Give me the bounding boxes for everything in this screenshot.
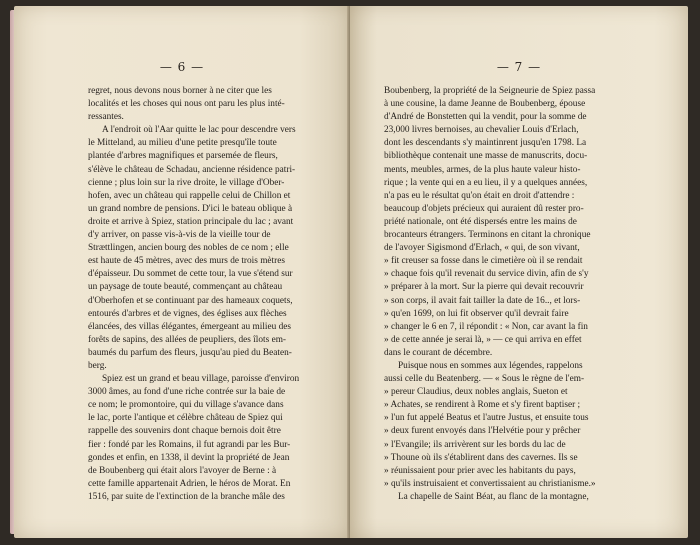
text-line: aussi celle du Beatenberg. — « Sous le règne de l'em-: [384, 374, 585, 385]
text-line: Strættlingen, ancien bourg des nobles de ce nom ; elle: [88, 243, 289, 254]
text-line: dont les descendants s'y maintinrent jusqu'en 1798. La: [384, 138, 587, 149]
text-line: » l'Evangile; ils arrivèrent sur les bords du lac de: [384, 439, 566, 450]
text-line: rique ; la vente qui en a eu lieu, il y a quelques années,: [384, 177, 588, 188]
text-line: » fit creuser sa fosse dans le cimetière où il se rendait: [384, 256, 583, 267]
text-line: 3000 âmes, au fond d'une riche contrée sur la baie de: [88, 387, 286, 398]
text-line: élancées, des villas élégantes, émergeant au milieu des: [88, 321, 291, 332]
right-page: [350, 6, 688, 538]
text-line: » l'un fut appelé Beatus et l'autre Justus, et ensuite tous: [384, 413, 589, 424]
text-line: cienne ; plus loin sur la rive droite, le village d'Ober-: [88, 177, 285, 188]
body-text: [88, 85, 336, 504]
text-line: de Boubenberg qui était alors l'avoyer de Berne : à: [88, 465, 277, 476]
text-line: d'André de Bonstetten qui la vendit, pour la somme de: [384, 112, 587, 123]
text-line: le lac, porte l'antique et célèbre château de Spiez qui: [88, 413, 283, 424]
text-line: le Mitteland, au milieu d'une petite presqu'île toute: [88, 138, 277, 149]
text-line: brocanteurs étrangers. Terminons en citant la chronique: [384, 230, 591, 241]
text-line: à une cousine, la dame Jeanne de Boubenberg, épouse: [384, 99, 586, 110]
text-line: est haute de 45 mètres, avec des murs de trois mètres: [88, 256, 285, 267]
text-line: ments, meubles, armes, de la plus haute valeur histo-: [384, 164, 581, 175]
text-line: de l'avoyer Sigismond d'Erlach, « qui, de son vivant,: [384, 243, 580, 254]
text-line: » changer le 6 en 7, il répondit : « Non, car avant la fin: [384, 321, 588, 332]
text-line: berg.: [88, 360, 107, 371]
text-line: » préparer à la mort. Sur la pierre qui devait recouvrir: [384, 282, 584, 293]
text-line: dans le courant de décembre.: [384, 347, 493, 358]
text-line: localités et les choses qui nous ont paru les plus inté-: [88, 99, 285, 110]
text-line: droite et arrive à Spiez, station principale du lac ; avant: [88, 216, 294, 227]
text-line: n'a pas eu le résultat qu'on était en droit d'attendre :: [384, 190, 575, 201]
text-line: forêts de sapins, des allées de peupliers, des îlots em-: [88, 334, 287, 345]
text-line: Boubenberg, la propriété de la Seigneurie de Spiez passa: [384, 86, 596, 96]
text-line: s'élève le château de Schadau, ancienne résidence patri-: [88, 164, 296, 175]
text-line: entourés d'arbres et de vignes, des églises aux flèches: [88, 308, 287, 319]
text-line: » deux furent envoyés dans l'Helvétie pour y prêcher: [384, 426, 581, 437]
text-line: fier : fondé par les Romains, il fut agrandi par les Bur-: [88, 439, 291, 450]
text-line: un grand nombre de pensions. D'ici le bateau oblique à: [88, 203, 293, 214]
text-line: regret, nous devons nous borner à ne citer que les: [88, 86, 272, 96]
left-page: [14, 6, 350, 538]
text-line: » réunissaient pour prier avec les habitants du pays,: [384, 465, 576, 476]
text-line: 23,000 livres bernoises, au chevalier Louis d'Erlach,: [384, 125, 579, 136]
text-line: cette famille appartenait Adrien, le héros de Morat. En: [88, 478, 291, 489]
text-line: bibliothèque contenait une masse de manuscrits, docu-: [384, 151, 588, 162]
text-line: 1516, par suite de l'extinction de la branche mâle des: [88, 491, 285, 502]
text-line: » de cette année je serai là, » — ce qui arriva en effet: [384, 334, 582, 345]
text-line: d'y arriver, on passe vis-à-vis de la vieille tour de: [88, 230, 271, 241]
page-number: — 6 —: [159, 60, 205, 74]
text-line: ressantes.: [88, 112, 124, 123]
text-line: un paysage de toute beauté, commençant au château: [88, 282, 283, 293]
text-line: » Achates, se rendirent à Rome et s'y firent baptiser ;: [384, 400, 581, 411]
text-line: » qu'en 1699, on lui fit observer qu'il devrait faire: [384, 308, 569, 319]
text-line: ce nom; le promontoire, qui du village s'avance dans: [88, 400, 284, 411]
body-text: [384, 85, 634, 504]
text-line: beaucoup d'objets précieux qui auraient dû rester pro-: [384, 203, 584, 214]
text-line: d'Oberhofen et se continuant par des hameaux coquets,: [88, 295, 293, 306]
page-number: — 7 —: [496, 60, 542, 74]
text-line: » son corps, il avait fait tailler la date de 16.., et lors-: [384, 295, 581, 306]
text-line: plantée d'arbres magnifiques et parsemée de fleurs,: [88, 151, 278, 162]
text-line: rappelle des souvenirs dont chaque bernois doit être: [88, 426, 281, 437]
text-line: A l'endroit où l'Aar quitte le lac pour descendre vers: [102, 125, 296, 136]
text-line: baumés du parfum des fleurs, jusqu'au pied du Beaten-: [88, 347, 292, 358]
text-line: Puisque nous en sommes aux légendes, rappelons: [398, 360, 583, 371]
text-line: » Thoune où ils s'établirent dans des cavernes. Ils se: [384, 452, 578, 463]
text-line: » qu'ils instruisaient et convertissaient au christianisme.»: [384, 478, 596, 489]
text-line: » chaque fois qu'il revenait du service divin, afin de s'y: [384, 269, 589, 280]
text-line: gondes et enfin, en 1338, il devint la propriété de Jean: [88, 452, 290, 463]
text-line: d'épaisseur. Du sommet de cette tour, la vue s'étend sur: [88, 269, 293, 280]
text-line: » pereur Claudius, deux nobles anglais, Sueton et: [384, 387, 568, 398]
text-line: priété nationale, ont été dispersés entre les mains de: [384, 216, 577, 227]
text-line: La chapelle de Saint Béat, au flanc de la montagne,: [398, 491, 589, 502]
text-line: hofen, avec un château qui rappelle celui de Chillon et: [88, 190, 291, 201]
text-line: Spiez est un grand et beau village, paroisse d'environ: [102, 374, 300, 385]
